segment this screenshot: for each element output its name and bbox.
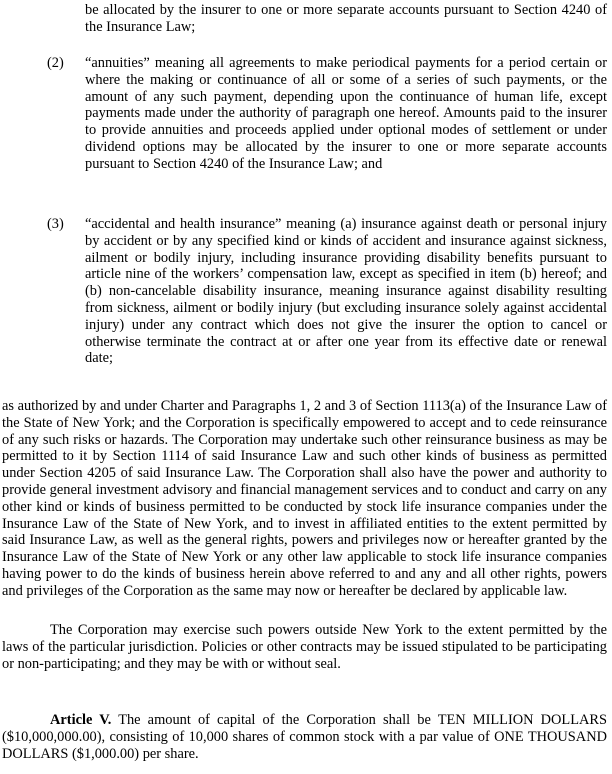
item-text: “accidental and health insurance” meaning (a) insurance against death or personal injury by accident or by any specified kind or kinds of accident and insurance against sickness, ailment or bodily injury, including insurance providing disability benefits pursuant to article nine of the workers’ compensation law, except as specified in item (b) hereof; and (b) non-cancelable disability insurance, meaning insurance against disability resulting from sickness, ailment or bodily injury (but excluding insurance solely against accidental injury) under any contract which does not give the insurer the option to cancel or otherwise terminate the contract at or after one year from its effective date or renewal date; <box>85 216 607 367</box>
item-number: (2) <box>47 55 64 71</box>
item-text: “annuities” meaning all agreements to make periodical payments for a period certain or where the making or continuance of all or some of a series of such payments, or the amount of any such payment, depending upon the continuance of human life, except payments made under the authority of paragraph one hereof. Amounts paid to the insurer to provide annuities and proceeds applied under optional modes of settlement or under dividend options may be allocated by the insurer to one or more separate accounts pursuant to Section 4240 of the Insurance Law; and <box>85 55 607 172</box>
item-number: (3) <box>47 216 64 232</box>
authorization-paragraph: as authorized by and under Charter and Paragraphs 1, 2 and 3 of Section 1113(a) of the Insurance Law of the State of New York; and the Corporation is specifically empowered to accept and to cede reinsurance of any such risks or hazards. The Corporation may undertake such other reinsurance business as may be permitted to it by Section 1114 of said Insurance Law and such other kinds of business as permitted under Section 4205 of said Insurance Law. The Corporation shall also have the power and authority to provide general investment advisory and financial management services and to conduct and carry on any other kind or kinds of business permitted to be conducted by stock life insurance companies under the Insurance Law of the State of New York, and to invest in affiliated entities to the extent permitted by said Insurance Law, as well as the general rights, powers and privileges now or hereafter granted by the Insurance Law of the State of New York or any other law applicable to stock life insurance companies having power to do the kinds of business herein above referred to and any and all other rights, powers and privileges of the Corporation as the same may now or hereafter be declared by applicable law. <box>2 398 607 599</box>
continuation-paragraph: be allocated by the insurer to one or more separate accounts pursuant to Section 4240 of the Insurance Law; <box>85 2 607 35</box>
article-v-paragraph <box>2 712 607 762</box>
article-text: The amount of capital of the Corporation shall be TEN MILLION DOLLARS ($10,000,000.00), consisting of 10,000 shares of common stock with a par value of ONE THOUSAND DOLLARS ($1,000.00) per share. <box>2 712 607 762</box>
article-heading: Article V. <box>50 712 112 728</box>
powers-paragraph: The Corporation may exercise such powers outside New York to the extent permitted by the laws of the particular jurisdiction. Policies or other contracts may be issued stipulated to be participating or non-participating; and they may be with or without seal. <box>2 622 607 672</box>
